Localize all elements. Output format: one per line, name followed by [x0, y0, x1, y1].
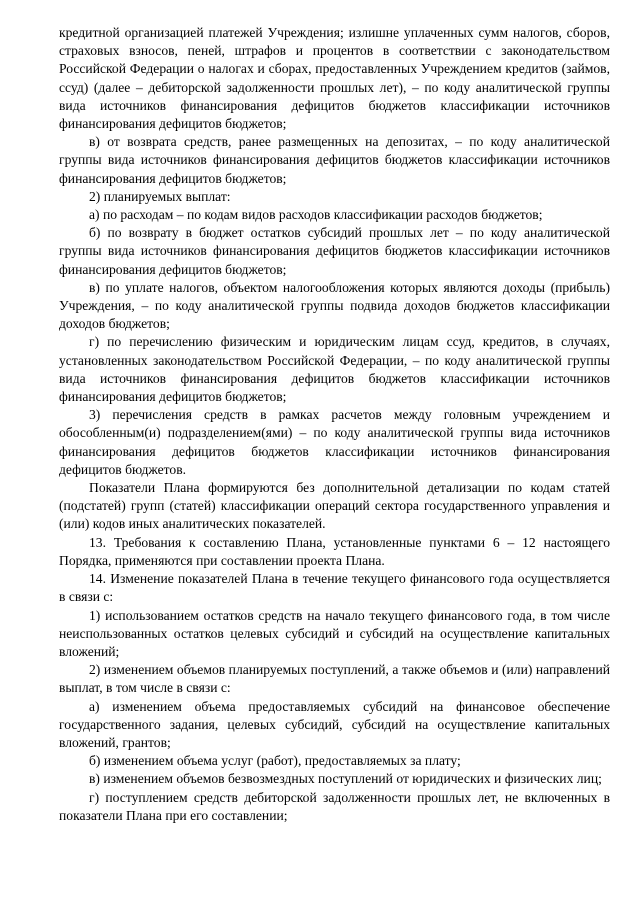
paragraph-plan-indicators: Показатели Плана формируются без дополнительной детализации по кодам статей (подстатей) групп (статей) классификации операций сектора государственного управления и (или) кодов иных аналитических показателей.: [59, 480, 610, 532]
paragraph-clause-14-item-2b: б) изменением объема услуг (работ), предоставляемых за плату;: [89, 753, 461, 769]
paragraph-clause-13: 13. Требования к составлению Плана, установленные пунктами 6 – 12 настоящего Порядка, применяются при составлении проекта Плана.: [59, 534, 610, 568]
paragraph-item-2: 2) планируемых выплат:: [89, 188, 231, 204]
paragraph-item-1v: в) от возврата средств, ранее размещенных на депозитах, – по коду аналитической группы вида источников финансирования дефицитов бюджетов классификации источников финансирования дефицитов бюджетов;: [59, 134, 610, 186]
paragraph-item-2g: г) по перечислению физическим и юридическим лицам ссуд, кредитов, в случаях, установленных законодательством Российской Федерации, – по коду аналитической группы вида источников финансирования дефицитов бюджетов классификации источников финансирования дефицитов бюджетов;: [59, 334, 610, 405]
paragraph-clause-14-item-1: 1) использованием остатков средств на начало текущего финансового года, в том числе неиспользованных остатков целевых субсидий и субсидий на осуществление капитальных вложений;: [59, 607, 610, 659]
paragraph-item-3: 3) перечисления средств в рамках расчетов между головным учреждением и обособленным(и) подразделением(ями) – по коду аналитической группы вида источников финансирования дефицитов бюджетов классификации источников финансирования дефицитов бюджетов.: [59, 407, 610, 477]
paragraph-continuation: кредитной организацией платежей Учреждения; излишне уплаченных сумм налогов, сборов, страховых взносов, пеней, штрафов и процентов в соответствии с законодательством Российской Федерации о налогах и сборах, предоставленных Учреждением кредитов (займов, ссуд) (далее – дебиторской задолженности прошлых лет), – по коду аналитической группы вида источников финансирования дефицитов бюджетов классификации источников финансирования дефицитов бюджетов;: [59, 25, 610, 132]
paragraph-item-2b: б) по возврату в бюджет остатков субсидий прошлых лет – по коду аналитической группы вида источников финансирования дефицитов бюджетов классификации источников финансирования дефицитов бюджетов;: [59, 225, 610, 277]
paragraph-item-2v: в) по уплате налогов, объектом налогообложения которых являются доходы (прибыль) Учреждения, – по коду аналитической группы подвида доходов бюджетов классификации доходов бюджетов;: [59, 279, 610, 332]
paragraph-clause-14-item-2g: г) поступлением средств дебиторской задолженности прошлых лет, не включенных в показатели Плана при его составлении;: [59, 789, 610, 823]
paragraph-clause-14-item-2v: в) изменением объемов безвозмездных поступлений от юридических и физических лиц;: [89, 771, 602, 787]
paragraph-clause-14: 14. Изменение показателей Плана в течение текущего финансового года осуществляется в связи с:: [59, 571, 610, 605]
paragraph-clause-14-item-2a: а) изменением объема предоставляемых субсидий на финансовое обеспечение государственного задания, целевых субсидий, субсидий на осуществление капитальных вложений, грантов;: [59, 698, 610, 750]
paragraph-item-2a: а) по расходам – по кодам видов расходов классификации расходов бюджетов;: [89, 207, 543, 223]
paragraph-clause-14-item-2: 2) изменением объемов планируемых поступлений, а также объемов и (или) направлений выплат, в том числе в связи с:: [59, 662, 610, 696]
document-page: [59, 24, 610, 825]
